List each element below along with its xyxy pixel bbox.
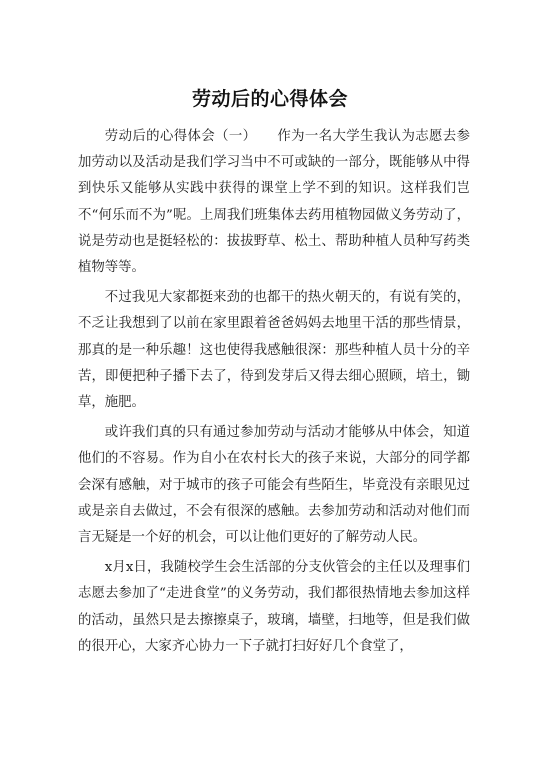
document-title: 劳动后的心得体会 <box>191 88 348 110</box>
paragraph-3: 或许我们真的只有通过参加劳动与活动才能够从中体会，知道他们的不容易。作为自小在农村长大的孩子来说，大部分的同学都会深有感触，对于城市的孩子可能会有些陌生，毕竟没有亲眼见过或是亲自去做过，不会有很深的感触。去参加劳动和活动对他们而言无疑是一个好的机会，可以让他们更好的了解劳动人民。 <box>78 425 470 546</box>
document-body <box>78 124 470 664</box>
paragraph-4: x月x日，我随校学生会生活部的分支伙管会的主任以及理事们志愿去参加了“走进食堂”的义务劳动，我们都很热情地去参加这样的活动，虽然只是去擦擦桌子，玻璃，墙壁，扫地等，但是我们做的很开心，大家齐心协力一下子就打扫好好几个食堂了， <box>78 560 470 654</box>
paragraph-1: 劳动后的心得体会（一） 作为一名大学生我认为志愿去参加劳动以及活动是我们学习当中不可或缺的一部分，既能够从中得到快乐又能够从实践中获得的课堂上学不到的知识。这样我们岂不“何乐而不为”呢。上周我们班集体去药用植物园做义务劳动了，说是劳动也是挺轻松的：拔拔野草、松土、帮助种植人员种写药类植物等等。 <box>78 129 470 276</box>
paragraph-2: 不过我见大家都挺来劲的也都干的热火朝天的，有说有笑的，不乏让我想到了以前在家里跟着爸爸妈妈去地里干活的那些情景，那真的是一种乐趣！这也使得我感触很深：那些种植人员十分的辛苦，即便把种子播下去了，待到发芽后又得去细心照顾，培土，锄草，施肥。 <box>78 290 470 411</box>
